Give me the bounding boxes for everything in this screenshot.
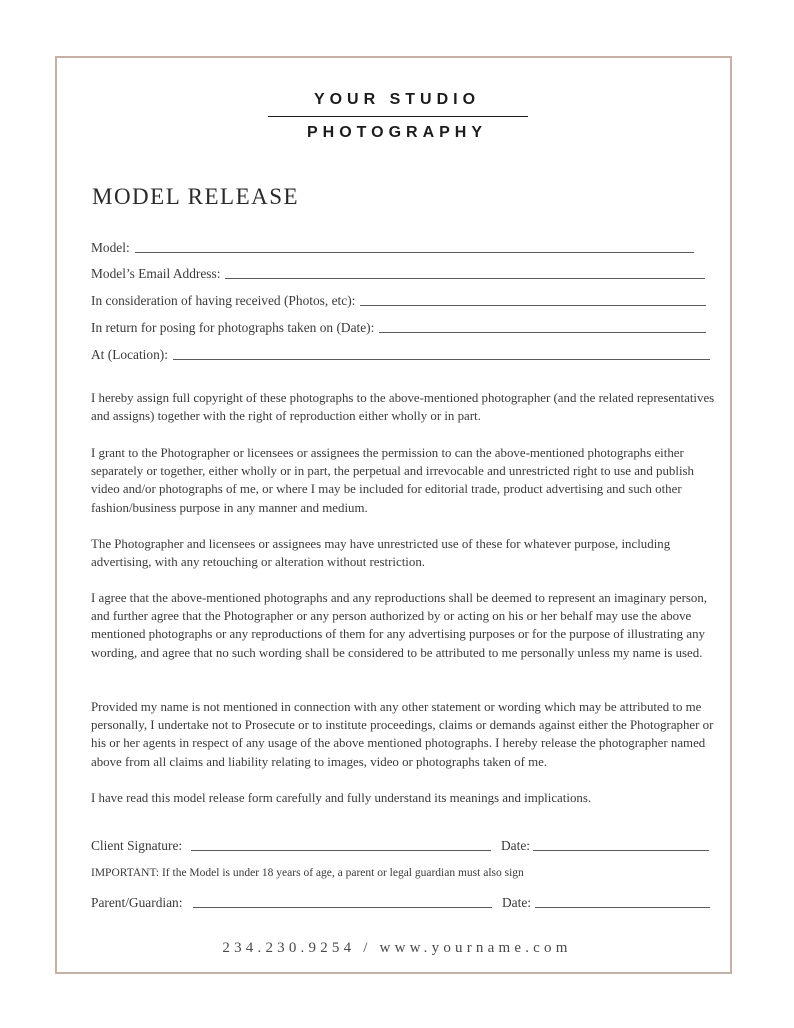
brand-divider <box>268 116 528 117</box>
field-consideration-label: In consideration of having received (Photos, etc): <box>91 293 356 308</box>
field-date-taken <box>91 316 706 336</box>
guardian-signature-row <box>91 891 711 911</box>
page-title: MODEL RELEASE <box>92 184 300 209</box>
brand-subtitle: PHOTOGRAPHY <box>306 124 488 141</box>
footer-contact: 234.230.9254 / www.yourname.com <box>222 940 572 956</box>
field-email <box>91 262 705 282</box>
field-date-taken-line[interactable] <box>379 332 706 333</box>
guardian-signature-line[interactable] <box>193 907 492 908</box>
field-model <box>91 236 694 256</box>
field-consideration-line[interactable] <box>360 305 706 306</box>
field-location <box>91 343 710 363</box>
client-signature-line[interactable] <box>191 850 491 851</box>
field-email-label: Model’s Email Address: <box>91 266 221 281</box>
paragraph-acknowledgement: I have read this model release form carefully and fully understand its meanings and implications. <box>91 791 592 805</box>
paragraph-unrestricted-use: The Photographer and licensees or assignees may have unrestricted use of these for whatever purpose, including advertising, with any retouching or alteration without restriction. <box>91 537 671 570</box>
paragraph-permission: I grant to the Photographer or licensees or assignees the permission to can the above-mentioned photographs either separately or together, either wholly or in part, the perpetual and irrevocable and unrestricted right to use and publish video and/or photographs of me, or where I may be included for editorial trade, product advertising and such other fashion/business purpose in any manner and medium. <box>91 446 694 515</box>
field-email-line[interactable] <box>225 278 705 279</box>
guardian-signature-label: Parent/Guardian: <box>91 895 183 910</box>
field-model-line[interactable] <box>135 252 694 253</box>
client-date-label: Date: <box>501 838 530 853</box>
client-signature-label: Client Signature: <box>91 838 183 853</box>
field-location-line[interactable] <box>173 359 710 360</box>
guardian-date-label: Date: <box>502 895 531 910</box>
paragraph-release: Provided my name is not mentioned in connection with any other statement or wording which may be attributed to me personally, I undertake not to Prosecute or to institute proceedings, claims or demands against either the Photographer or his or her agents in respect of any usage of the above mentioned photographs. I hereby release the photographer named above from all claims and liability relating to images, video or photographs taken of me. <box>91 700 714 769</box>
paragraph-copyright: I hereby assign full copyright of these photographs to the above-mentioned photographer (and the related representatives and assigns) together with the right of reproduction either wholly or in part. <box>91 391 715 424</box>
field-model-label: Model: <box>91 240 130 255</box>
field-consideration <box>91 289 706 309</box>
client-signature-row <box>91 834 711 854</box>
brand-name: YOUR STUDIO <box>313 91 481 108</box>
guardian-date-line[interactable] <box>535 907 710 908</box>
paragraph-imaginary-person: I agree that the above-mentioned photographs and any reproductions shall be deemed to represent an imaginary person, and further agree that the Photographer or any person authorized by or acting on his or her behalf may use the above mentioned photographs or any reproductions of them for any advertising purposes or for the purpose of illustrating any wording, and agree that no such wording shall be considered to be attributed to me personally unless my name is used. <box>91 591 708 660</box>
important-note: IMPORTANT: If the Model is under 18 years of age, a parent or legal guardian must also sign <box>91 867 524 879</box>
client-date-line[interactable] <box>533 850 709 851</box>
field-location-label: At (Location): <box>91 347 168 362</box>
field-date-taken-label: In return for posing for photographs taken on (Date): <box>91 320 375 335</box>
